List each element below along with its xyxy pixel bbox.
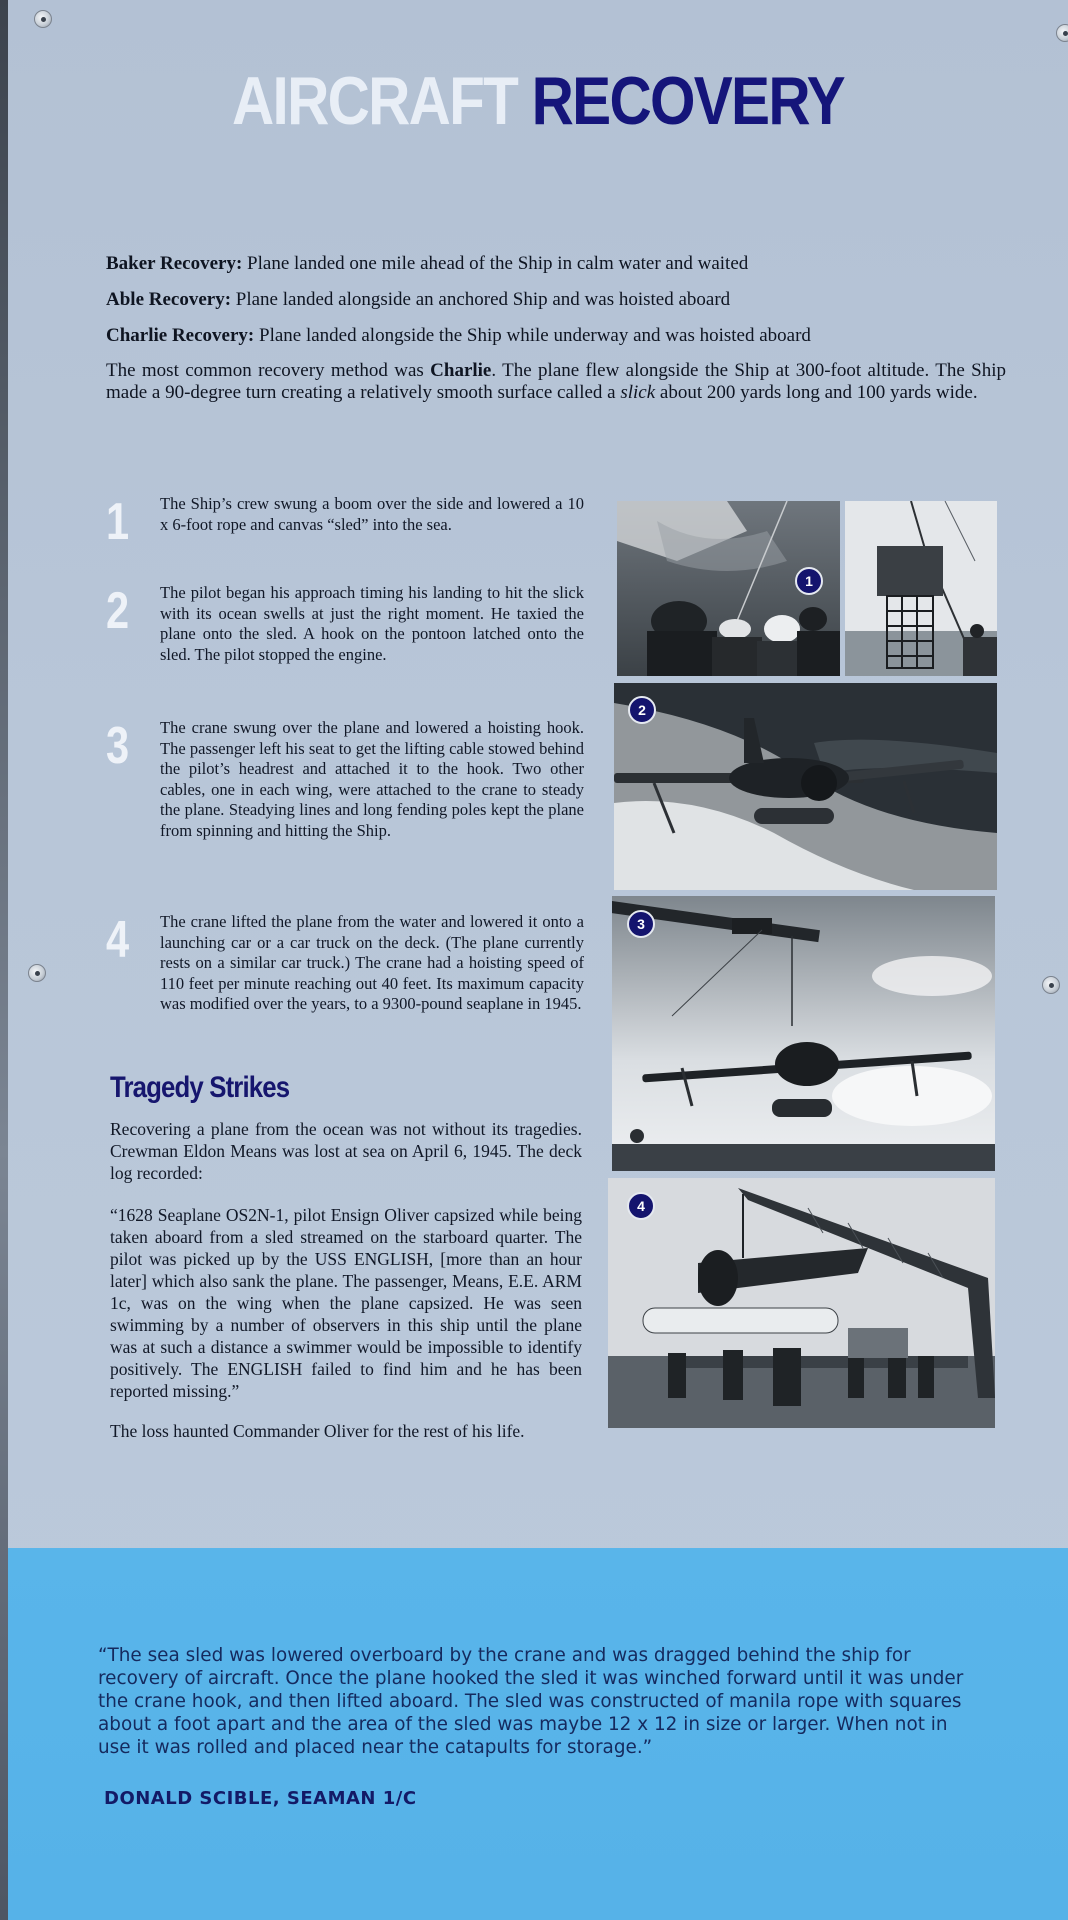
method-desc: Plane landed one mile ahead of the Ship in calm water and waited: [242, 253, 749, 274]
page-title: [82, 62, 994, 140]
photo-crane-hoist-image: [612, 896, 995, 1171]
tragedy-heading: Tragedy Strikes: [110, 1071, 290, 1104]
photo-crew-boom: [617, 501, 840, 676]
photo-badge: 2: [628, 696, 656, 724]
exhibit-panel: [8, 0, 1068, 1920]
method-name: Able Recovery:: [106, 289, 232, 310]
method-able: [106, 288, 1006, 312]
method-name: Baker Recovery:: [106, 253, 243, 274]
photo-sled-hanging: [845, 501, 997, 676]
step-number: 4: [106, 911, 130, 969]
common-bold: Charlie: [430, 360, 492, 381]
common-italic: slick: [620, 382, 656, 403]
method-name: Charlie Recovery:: [106, 325, 255, 346]
method-charlie: [106, 324, 1006, 348]
photo-crane-hoist: [612, 896, 995, 1171]
tragedy-intro: Recovering a plane from the ocean was not without its tragedies. Crewman Eldon Means was lost at sea on April 6, 1945. The deck log recorded:: [110, 1119, 582, 1183]
title-word-light: AIRCRAFT: [232, 63, 518, 139]
photo-badge: 3: [627, 910, 655, 938]
method-desc: Plane landed alongside the Ship while underway and was hoisted aboard: [254, 325, 811, 346]
step-text: The pilot began his approach timing his landing to hit the slick with its ocean swells at just the right moment. He taxied the plane onto the sled. A hook on the pontoon latched onto the sled. The pilot stopped the engine.: [160, 583, 584, 664]
step-number: 1: [106, 493, 130, 551]
photo-sled-image: [845, 501, 997, 676]
photo-deck-crane-image: [608, 1178, 995, 1428]
photo-deck-crane: [608, 1178, 995, 1428]
title-word-dark: RECOVERY: [531, 63, 844, 139]
testimony-attribution: DONALD SCIBLE, SEAMAN 1/C: [104, 1788, 417, 1809]
common-tail: about 200 yards long and 100 yards wide.: [655, 382, 978, 403]
step-text: The crane lifted the plane from the water and lowered it onto a launching car or a car truck on the deck. (The plane currently rests on a similar car truck.) The crane had a hoisting speed of 110 feet per minute reaching out 40 feet. Its maximum capacity was modified over the years, to a 9300-pound seaplane in 1945.: [160, 912, 584, 1013]
method-baker: [106, 252, 1006, 276]
mount-bolt: [1042, 976, 1060, 994]
testimony-band: [8, 1548, 1068, 1920]
deck-log-quote: “1628 Seaplane OS2N-1, pilot Ensign Oliver capsized while being taken aboard from a sled streamed on the starboard quarter. The pilot was picked up by the USS ENGLISH, [more than an hour later] which also sank the plane. The passenger, Means, E.E. ARM 1c, was on the wing when the plane capsized. He was seen swimming by a number of observers in this ship until the plane was at such a distance a swimmer would be impossible to identify positively. The ENGLISH failed to find him and he has been reported missing.”: [110, 1205, 582, 1401]
tragedy-closing: The loss haunted Commander Oliver for the rest of his life.: [110, 1421, 525, 1441]
common-mid: . The plane flew alongside the Ship at 300-foot altitude. The Ship made a 90-degree turn creating a relatively smooth surface called a: [106, 360, 1006, 403]
mount-bolt: [34, 10, 52, 28]
photo-badge: 1: [795, 567, 823, 595]
tragedy-story: [110, 1118, 582, 1462]
photo-plane-approach: [614, 683, 997, 890]
sign-edge: [0, 0, 8, 1920]
recovery-methods: [106, 252, 1006, 416]
step-number: 2: [106, 582, 130, 640]
step-text: The Ship’s crew swung a boom over the side and lowered a 10 x 6-foot rope and canvas “sled” into the sea.: [160, 494, 584, 534]
common-method-paragraph: [106, 360, 1006, 404]
mount-bolt: [28, 964, 46, 982]
testimony-quote: “The sea sled was lowered overboard by the crane and was dragged behind the ship for recovery of aircraft. Once the plane hooked the sled it was winched forward until it was under the crane hook, and then lifted aboard. The sled was constructed of manila rope with squares about a foot apart and the area of the sled was maybe 12 x 12 in size or larger. When not in use it was rolled and placed near the catapults for storage.”: [98, 1645, 964, 1758]
photo-plane-approach-image: [614, 683, 997, 890]
method-desc: Plane landed alongside an anchored Ship and was hoisted aboard: [231, 289, 731, 310]
photo-badge: 4: [627, 1192, 655, 1220]
step-text: The crane swung over the plane and lowered a hoisting hook. The passenger left his seat to get the lifting cable stowed behind the pilot’s headrest and attached it to the hook. Two other cables, one in each wing, were attached to the crane to steady the plane. Steadying lines and long fending poles kept the plane from spinning and hitting the Ship.: [160, 718, 584, 840]
common-lead: The most common recovery method was: [106, 360, 431, 381]
step-number: 3: [106, 717, 130, 775]
mount-bolt: [1056, 24, 1068, 42]
